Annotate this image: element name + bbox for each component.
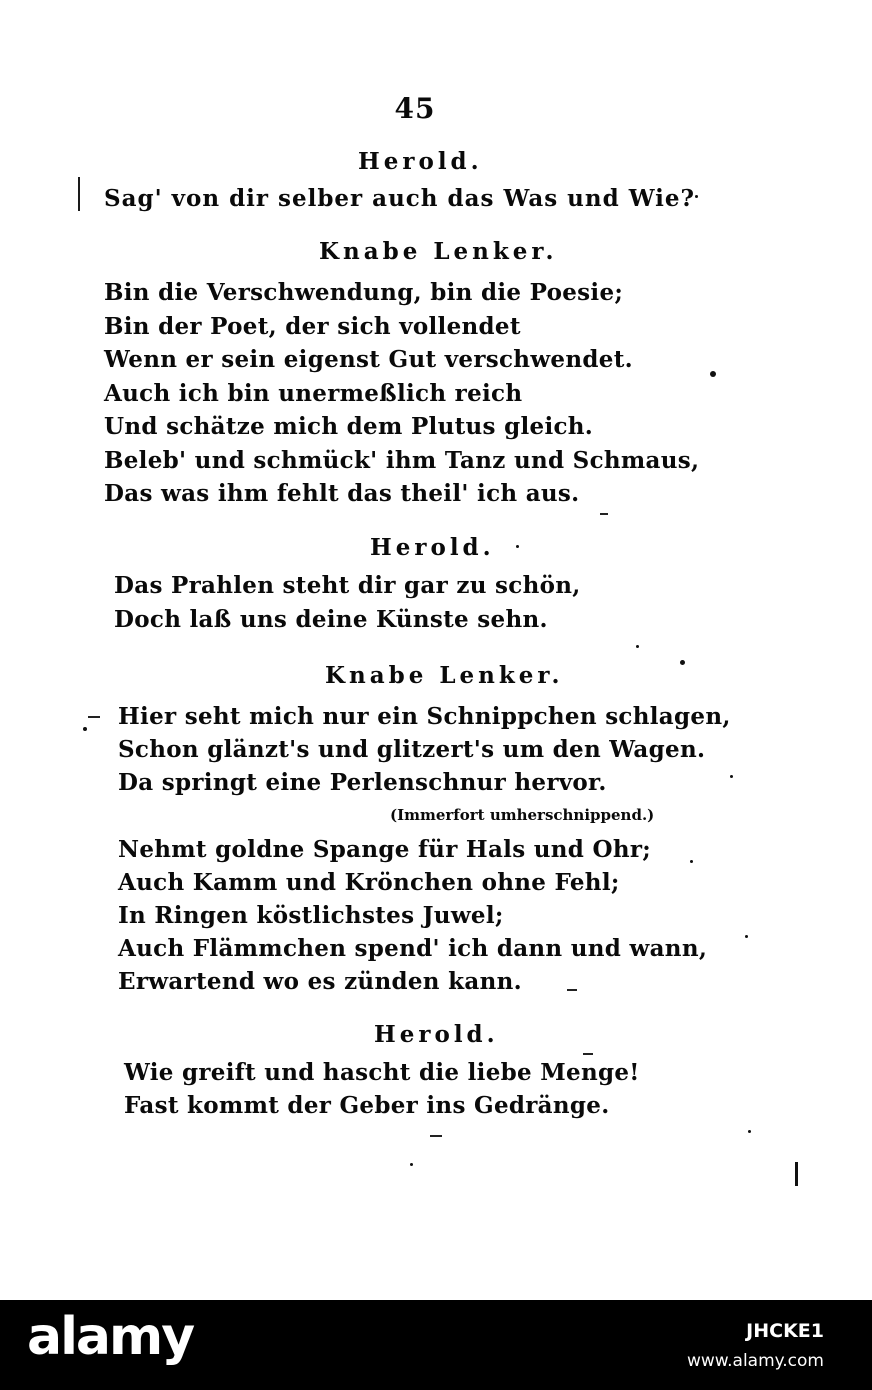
verse-line: Fast kommt der Geber ins Gedränge. bbox=[124, 1092, 610, 1119]
verse-line: Schon glänzt's und glitzert's um den Wagen. bbox=[118, 736, 706, 763]
speaker-heading: Herold. bbox=[374, 1021, 499, 1048]
site-url: www.alamy.com bbox=[686, 1351, 824, 1371]
scan-speck bbox=[636, 645, 639, 648]
scan-speck bbox=[690, 860, 693, 863]
verse-line: Nehmt goldne Spange für Hals und Ohr; bbox=[118, 836, 652, 863]
speaker-heading: Knabe Lenker. bbox=[325, 662, 564, 689]
brand-logo: alamy bbox=[27, 1307, 194, 1367]
margin-mark bbox=[78, 177, 80, 211]
verse-line: Das was ihm fehlt das theil' ich aus. bbox=[104, 480, 580, 507]
verse-line: Und schätze mich dem Plutus gleich. bbox=[104, 413, 594, 440]
speaker-heading: Herold. bbox=[370, 534, 495, 561]
scan-speck bbox=[730, 775, 733, 778]
scan-mark bbox=[795, 1162, 798, 1186]
verse-line: Auch Kamm und Krönchen ohne Fehl; bbox=[118, 869, 620, 896]
stage-direction: (Immerfort umherschnippend.) bbox=[390, 806, 655, 824]
scan-speck bbox=[516, 545, 519, 548]
verse-line: Hier seht mich nur ein Schnippchen schlagen, bbox=[118, 703, 731, 730]
scan-dash bbox=[88, 716, 100, 718]
verse-line: Wie greift und hascht die liebe Menge! bbox=[124, 1059, 640, 1086]
verse-line: Beleb' und schmück' ihm Tanz und Schmaus, bbox=[104, 447, 700, 474]
scan-dash bbox=[567, 989, 577, 991]
verse-line: Das Prahlen steht dir gar zu schön, bbox=[114, 572, 581, 599]
scan-dash bbox=[600, 513, 608, 515]
scan-dash bbox=[430, 1135, 442, 1137]
verse-line: Auch Flämmchen spend' ich dann und wann, bbox=[118, 935, 708, 962]
verse-line: In Ringen köstlichstes Juwel; bbox=[118, 902, 504, 929]
scan-speck bbox=[695, 195, 698, 198]
verse-line: Sag' von dir selber auch das Was und Wie? bbox=[104, 185, 695, 212]
scan-speck bbox=[745, 935, 748, 938]
page-number: 45 bbox=[394, 92, 436, 125]
scan-speck bbox=[83, 727, 87, 731]
verse-line: Da springt eine Perlenschnur hervor. bbox=[118, 769, 607, 796]
scan-speck bbox=[680, 660, 685, 665]
verse-line: Doch laß uns deine Künste sehn. bbox=[114, 606, 548, 633]
verse-line: Bin der Poet, der sich vollendet bbox=[104, 313, 521, 340]
scan-speck bbox=[710, 371, 716, 377]
verse-line: Bin die Verschwendung, bin die Poesie; bbox=[104, 279, 624, 306]
speaker-heading: Knabe Lenker. bbox=[319, 238, 558, 265]
scan-speck bbox=[748, 1130, 751, 1133]
speaker-heading: Herold. bbox=[358, 148, 483, 175]
scan-dash bbox=[583, 1053, 593, 1055]
scan-speck bbox=[410, 1163, 413, 1166]
verse-line: Auch ich bin unermeßlich reich bbox=[104, 380, 523, 407]
image-id: JHCKE1 bbox=[746, 1320, 824, 1342]
verse-line: Wenn er sein eigenst Gut verschwendet. bbox=[104, 346, 633, 373]
verse-line: Erwartend wo es zünden kann. bbox=[118, 968, 522, 995]
